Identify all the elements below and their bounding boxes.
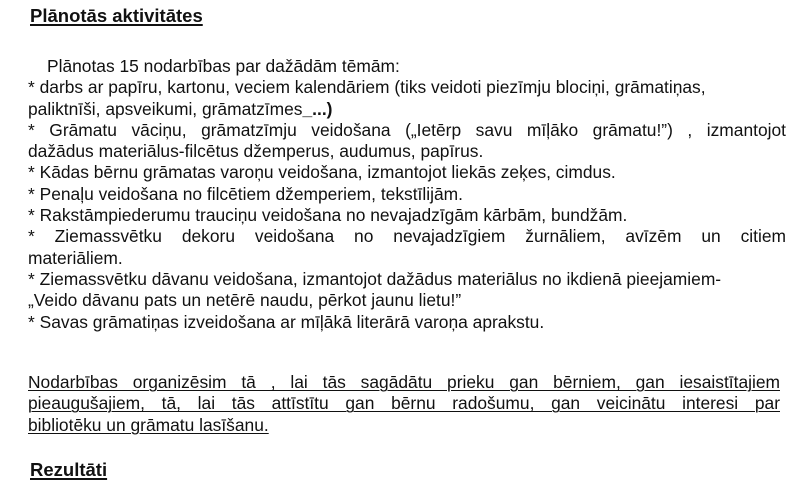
list-item-line: * Ziemassvētku dāvanu veidošana, izmantojot dažādus materiālus no ikdienā pieejamiem- (28, 268, 722, 289)
list-item-line: * Savas grāmatiņas izveidošana ar mīļākā literārā varoņa aprakstu. (28, 311, 545, 332)
list-item-line: „Veido dāvanu pats un netērē naudu, pērkot jaunu lietu!” (28, 290, 462, 311)
list-item-line: * Grāmatu vāciņu, grāmatzīmju veidošana („Ietērp savu mīļāko grāmatu!”) , izmantojot (28, 119, 786, 140)
paragraph-line: pieaugušajiem, tā, lai tās attīstītu gan bērnu radošumu, gan veicinātu interesi par (28, 393, 780, 414)
section-heading-results: Rezultāti (30, 459, 108, 480)
list-item-line: * Penaļu veidošana no filcētiem džemperiem, tekstīlijām. (28, 183, 463, 204)
list-item-text-bold: _...) (302, 98, 333, 119)
list-item-line: * Ziemassvētku dekoru veidošana no nevajadzīgiem žurnāliem, avīzēm un citiem (28, 226, 786, 247)
list-item-line: materiāliem. (28, 247, 123, 268)
list-item-line (28, 99, 786, 120)
list-item-line: * Kādas bērnu grāmatas varoņu veidošana, izmantojot liekās zeķes, cimdus. (28, 162, 616, 183)
paragraph-line: Nodarbības organizēsim tā , lai tās sagādātu prieku gan bērniem, gan iesaistītajiem (28, 372, 780, 392)
section-heading-planned-activities: Plānotās aktivitātes (30, 5, 203, 26)
activities-list (28, 56, 786, 333)
list-item-line: dažādus materiālus-filcētus džemperus, audumus, papīrus. (28, 141, 484, 162)
paragraph-line: bibliotēku un grāmatu lasīšanu. (28, 414, 269, 435)
list-item-text: paliktnīši, apsveikumi, grāmatzīmes (28, 98, 303, 119)
list-item-line: * Rakstāmpiederumu trauciņu veidošana no nevajadzīgām kārbām, bundžām. (28, 205, 628, 226)
organization-paragraph (28, 372, 780, 436)
list-item-line: * darbs ar papīru, kartonu, veciem kalendāriem (tiks veidoti piezīmju blociņi, grāmatiņas, (28, 77, 706, 98)
intro-line: Plānotas 15 nodarbības par dažādām tēmām: (47, 56, 400, 76)
